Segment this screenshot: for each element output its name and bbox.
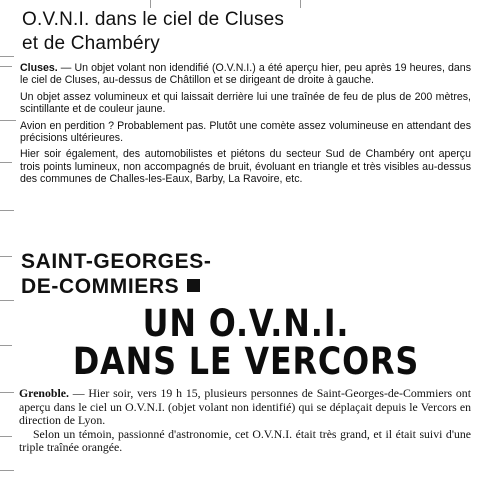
headline-line2: DANS LE VERCORS — [72, 340, 420, 383]
paragraph-text: — Hier soir, vers 19 h 15, plusieurs personnes de Saint-Georges-de-Commiers ont aperçu dans le ciel un O.V.N.I. (objet volant non identifié) qui se déplaçait depuis le Vercors en direction de Lyon. — [19, 386, 471, 428]
article1-title-line1: O.V.N.I. dans le ciel de Cluses — [22, 9, 285, 30]
article1-paragraph — [20, 91, 471, 116]
paragraph-text: Avion en perdition ? Probablement pas. Plutôt une comète assez volumineuse en attendant des précisions ultérieures. — [20, 119, 471, 145]
article2-body — [19, 387, 471, 455]
crop-mark — [0, 345, 12, 346]
article1-paragraph — [20, 120, 471, 145]
article1-title — [22, 8, 472, 56]
crop-mark — [0, 162, 12, 163]
crop-mark — [300, 0, 301, 8]
article2-kicker — [21, 249, 321, 299]
kicker-line2: DE-COMMIERS — [21, 275, 180, 298]
crop-mark — [0, 256, 12, 257]
paragraph-text: Un objet assez volumineux et qui laissait derrière lui une traînée de feu de plus de 200 mètres, scintillante et de couleur jaune. — [20, 90, 471, 116]
article2-headline — [65, 302, 426, 383]
crop-mark — [150, 0, 151, 8]
paragraph-text: — Un objet volant non idendifié (O.V.N.I.) a été aperçu hier, peu après 19 heures, dans le ciel de Cluses, au-dessus de Châtillon et se dirigeant de droite à gauche. — [20, 62, 471, 87]
article1-paragraph — [20, 148, 471, 185]
crop-mark — [0, 300, 14, 301]
article2-paragraph — [19, 428, 471, 455]
article1-paragraph — [20, 62, 471, 87]
crop-mark — [0, 436, 12, 437]
kicker-line1: SAINT-GEORGES- — [21, 250, 212, 273]
dateline: Cluses. — [20, 62, 58, 74]
crop-mark — [0, 210, 14, 211]
dateline: Grenoble. — [19, 386, 69, 400]
crop-mark — [0, 56, 14, 57]
kicker-line2-row — [21, 274, 321, 299]
headline-line1: UN O.V.N.I. — [142, 302, 350, 345]
article1-title-line2: et de Chambéry — [22, 33, 160, 54]
crop-mark — [0, 392, 14, 393]
crop-mark — [0, 120, 16, 121]
article1-body — [20, 62, 471, 190]
crop-mark — [0, 66, 12, 67]
square-bullet-icon — [187, 279, 200, 292]
article2-paragraph — [19, 387, 471, 428]
crop-mark — [0, 470, 14, 471]
paragraph-text: Hier soir également, des automobilistes et piétons du secteur Sud de Chambéry ont aperçu trois points lumineux, non accompagnés de bruit, évoluant en triangle et très visibles au-dessus des communes de Challes-les-Eaux, Barby, La Ravoire, etc. — [20, 148, 471, 186]
paragraph-text: Selon un témoin, passionné d'astronomie, cet O.V.N.I. était très grand, et il était suivi d'une triple traînée orangée. — [19, 426, 471, 455]
